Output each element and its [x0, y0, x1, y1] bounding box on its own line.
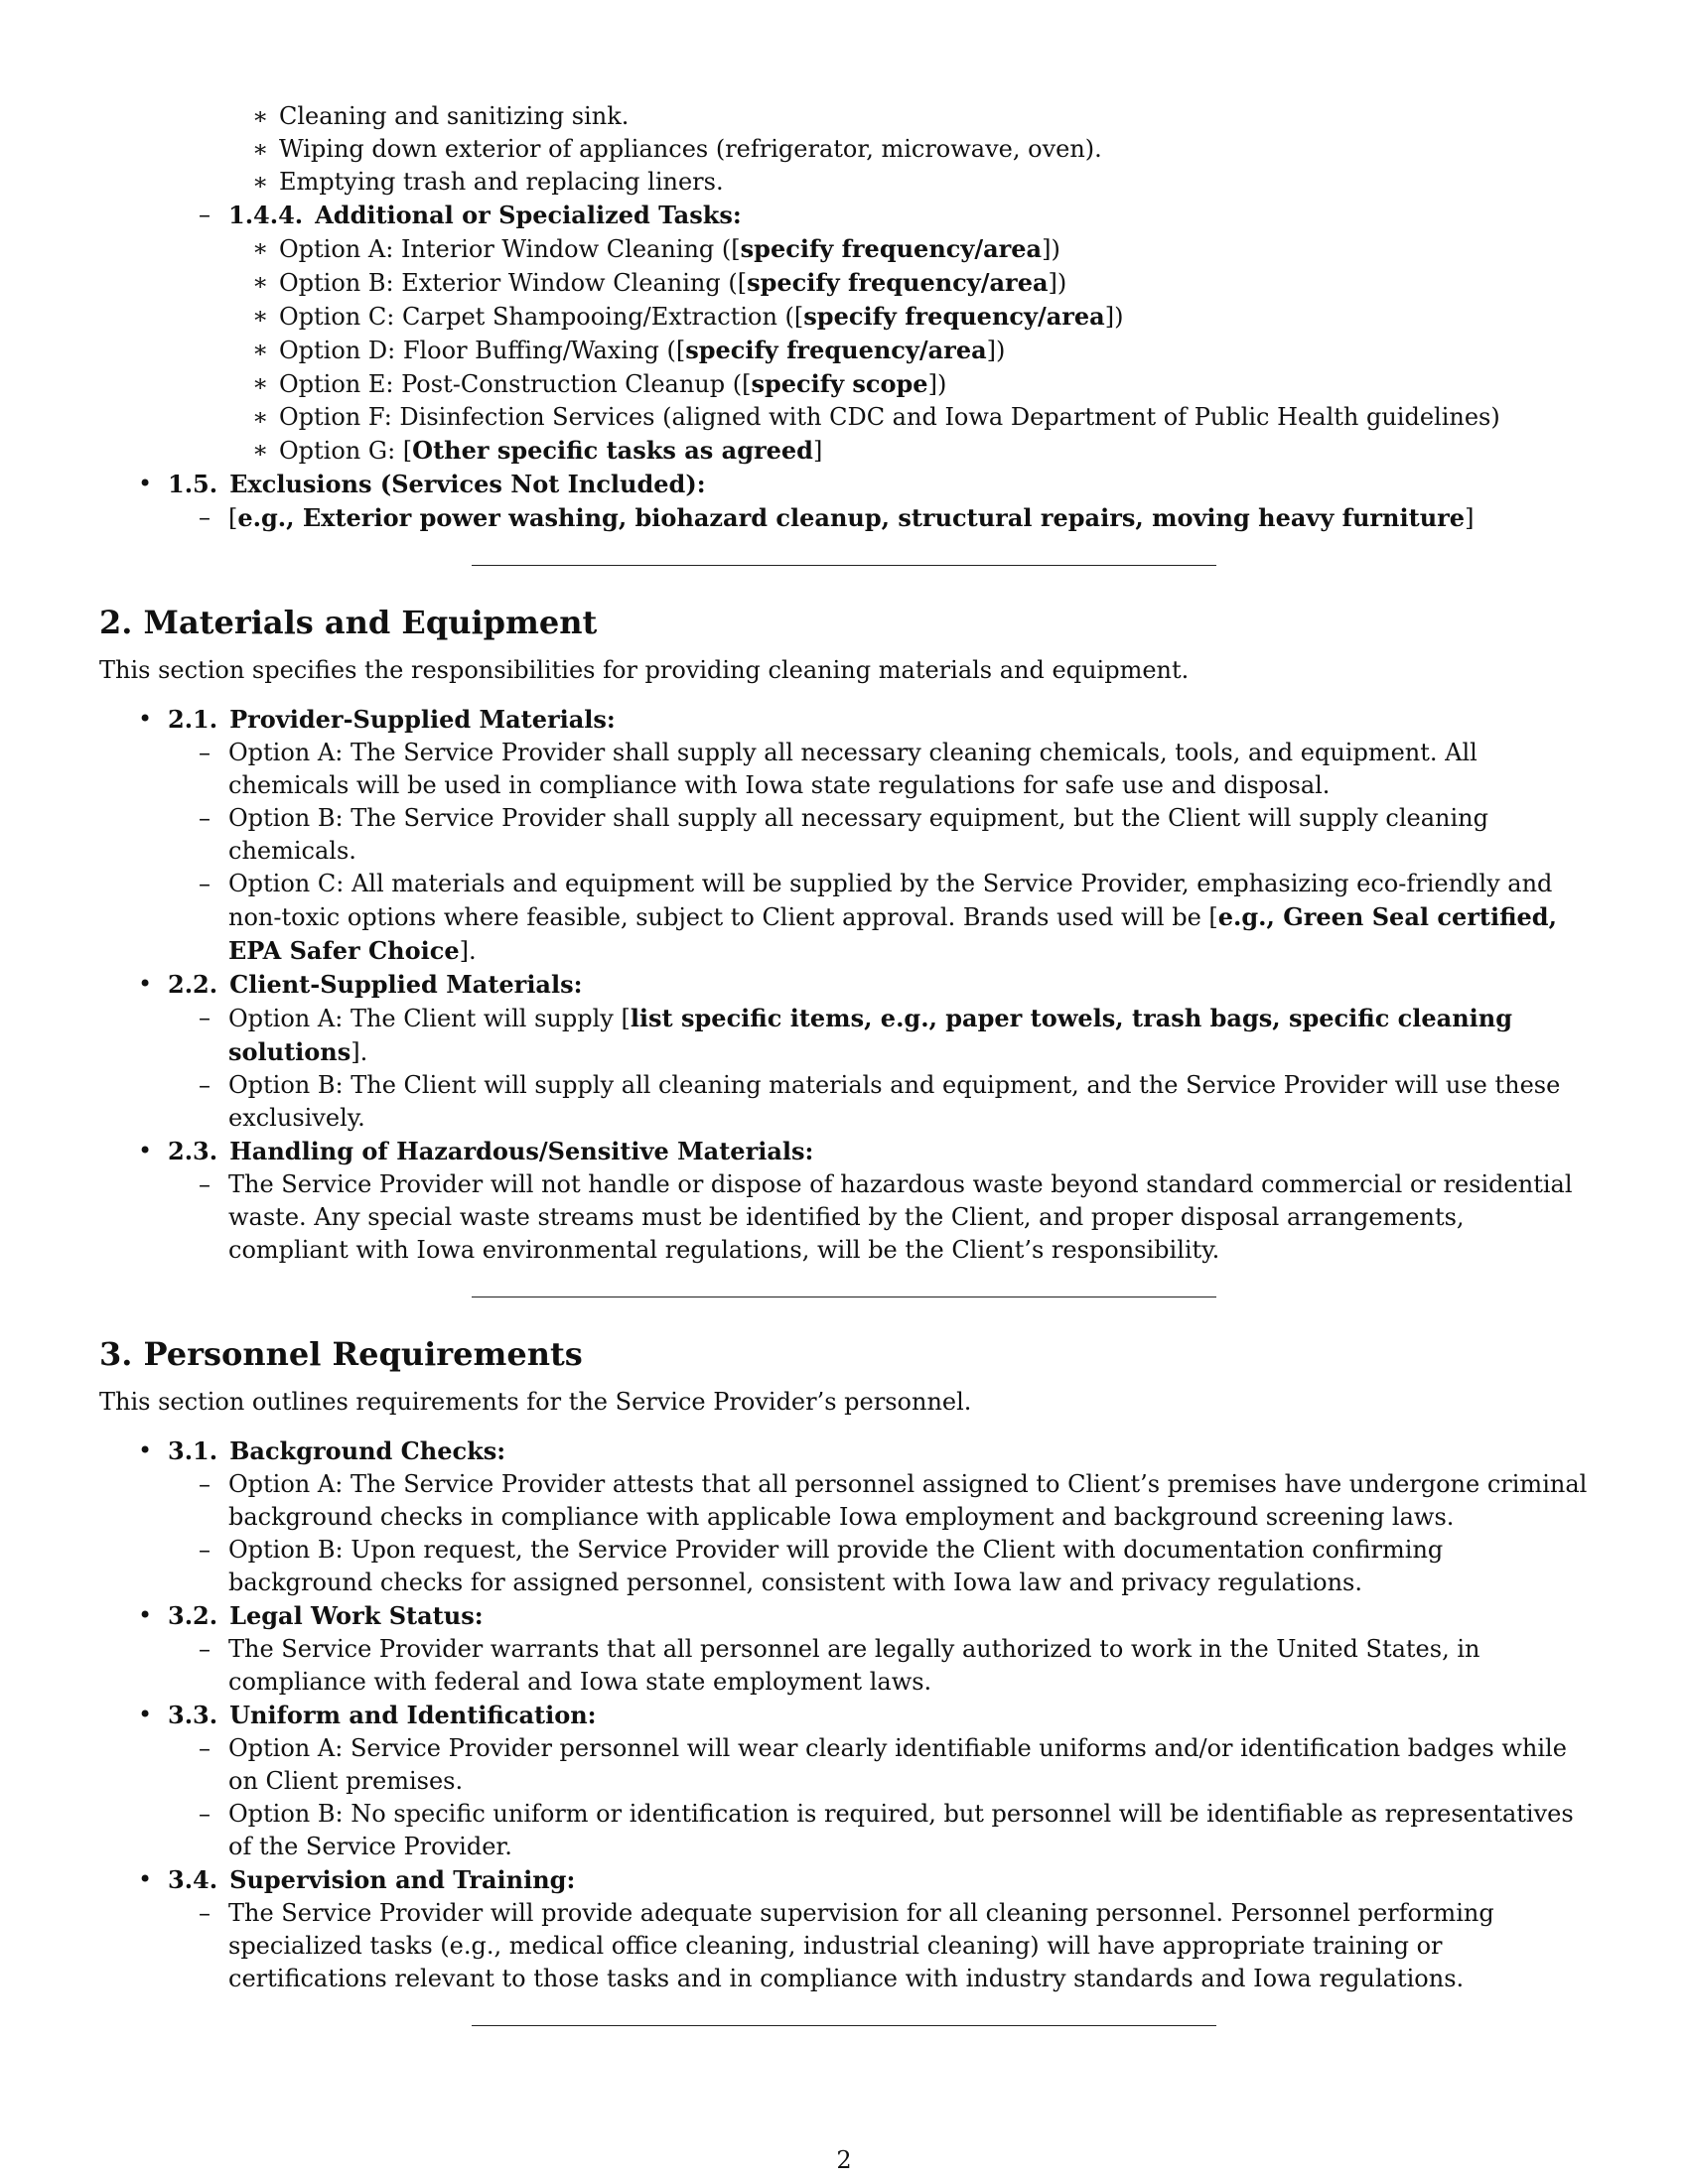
list-item: – The Service Provider will not handle or dispose of hazardous waste beyond standard commercial or residential waste. Any special waste streams must be identified by the Client, and proper disposal arrangements, compliant with Iowa environmental regulations, will be the Client’s responsibility.: [199, 1170, 1573, 1264]
list-item: ∗ Option D: Floor Buffing/Waxing ([specify frequency/area]): [252, 336, 1006, 364]
section-intro: This section specifies the responsibilities for providing cleaning materials and equipment.: [99, 656, 1190, 684]
list-item: ∗ Emptying trash and replacing liners.: [252, 168, 724, 196]
subsection-heading-3-2: • 3.2. Legal Work Status:: [138, 1601, 484, 1630]
section-intro: This section outlines requirements for the Service Provider’s personnel.: [99, 1388, 972, 1416]
list-item: – [e.g., Exterior power washing, biohazard cleanup, structural repairs, moving heavy furniture]: [199, 503, 1475, 532]
subsection-heading-3-3: • 3.3. Uniform and Identification:: [138, 1701, 597, 1729]
list-item: – Option A: The Service Provider shall supply all necessary cleaning chemicals, tools, and equipment. All chemicals will be used in compliance with Iowa state regulations for safe use and disposal.: [199, 739, 1477, 799]
list-item: ∗ Option B: Exterior Window Cleaning ([specify frequency/area]): [252, 268, 1067, 297]
list-item: ∗ Option F: Disinfection Services (aligned with CDC and Iowa Department of Public Health guidelines): [252, 403, 1500, 431]
list-item: – Option A: The Service Provider attests that all personnel assigned to Client’s premises have undergone criminal background checks in compliance with applicable Iowa employment and background screening laws.: [199, 1470, 1588, 1531]
section-divider: [472, 2025, 1216, 2026]
list-item: – Option A: Service Provider personnel will wear clearly identifiable uniforms and/or identification badges while on Client premises.: [199, 1734, 1567, 1795]
subsection-heading-1-5: • 1.5. Exclusions (Services Not Included):: [138, 470, 706, 498]
section-divider: [472, 565, 1216, 566]
list-item: – Option B: The Service Provider shall supply all necessary equipment, but the Client will supply cleaning chemicals.: [199, 804, 1488, 865]
list-item: – Option C: All materials and equipment will be supplied by the Service Provider, emphasizing eco-friendly and non-toxic options where feasible, subject to Client approval. Brands used will be [e.g., Green Seal certified, EPA Safer Choice].: [199, 870, 1557, 965]
list-item: – Option B: Upon request, the Service Provider will provide the Client with documentation confirming background checks for assigned personnel, consistent with Iowa law and privacy regulations.: [199, 1536, 1444, 1596]
list-item: – Option B: The Client will supply all cleaning materials and equipment, and the Service Provider will use these exclusively.: [199, 1071, 1561, 1132]
list-item: ∗ Option G: [Other specific tasks as agreed]: [252, 436, 823, 465]
list-item: ∗ Cleaning and sanitizing sink.: [252, 102, 630, 130]
document-page: [99, 100, 1589, 2063]
subsection-heading-3-4: • 3.4. Supervision and Training:: [138, 1865, 576, 1894]
list-item: – Option B: No specific uniform or identification is required, but personnel will be identifiable as representatives of the Service Provider.: [199, 1800, 1574, 1860]
section-heading: 3. Personnel Requirements: [99, 1335, 583, 1373]
list-item: ∗ Option E: Post-Construction Cleanup ([specify scope]): [252, 369, 947, 398]
list-item: – Option A: The Client will supply [list specific items, e.g., paper towels, trash bags, specific cleaning solutions].: [199, 1004, 1513, 1066]
list-item: ∗ Option A: Interior Window Cleaning ([specify frequency/area]): [252, 234, 1060, 263]
subsection-heading-2-2: • 2.2. Client-Supplied Materials:: [138, 970, 583, 999]
section-heading: 2. Materials and Equipment: [99, 604, 598, 641]
subsection-heading-2-1: • 2.1. Provider-Supplied Materials:: [138, 705, 616, 734]
list-item: ∗ Option C: Carpet Shampooing/Extraction ([specify frequency/area]): [252, 302, 1124, 331]
list-item: ∗ Wiping down exterior of appliances (refrigerator, microwave, oven).: [252, 135, 1102, 163]
list-item: – The Service Provider warrants that all personnel are legally authorized to work in the United States, in compliance with federal and Iowa state employment laws.: [199, 1635, 1480, 1696]
page-number: 2: [836, 2146, 852, 2174]
subsection-heading-1-4-4: – 1.4.4. Additional or Specialized Tasks:: [199, 201, 742, 229]
subsection-heading-2-3: • 2.3. Handling of Hazardous/Sensitive Materials:: [138, 1137, 814, 1165]
list-item: – The Service Provider will provide adequate supervision for all cleaning personnel. Personnel performing specialized tasks (e.g., medical office cleaning, industrial cleaning) will have appropriate training or certifications relevant to those tasks and in compliance with industry standards and Iowa regulations.: [199, 1899, 1494, 1992]
subsection-heading-3-1: • 3.1. Background Checks:: [138, 1436, 506, 1465]
